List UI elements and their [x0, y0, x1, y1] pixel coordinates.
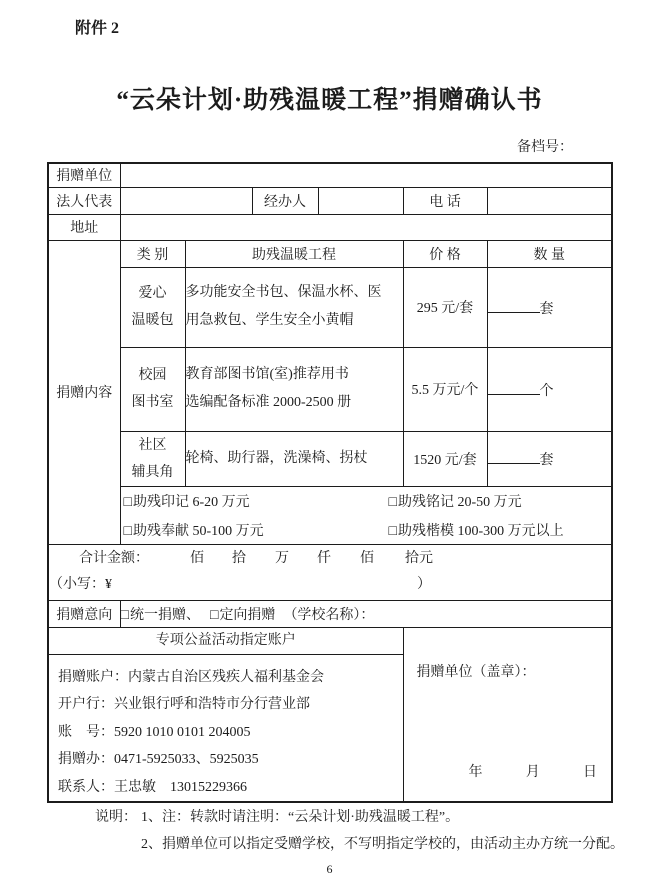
item-quantity — [487, 431, 612, 486]
intent-option-directed: 定向捐赠 — [219, 607, 276, 623]
account-lines — [49, 655, 403, 802]
column-category: 类 别 — [120, 240, 185, 267]
quantity-unit: 套 — [539, 453, 554, 468]
page-title: “云朵计划·助残温暖工程”捐赠确认书 — [116, 87, 543, 114]
item-category: 爱心 温暖包 — [120, 267, 185, 347]
table-row — [48, 347, 612, 431]
item-description: 轮椅、助行器，洗澡椅、拐杖 — [185, 431, 403, 486]
item-description: 多功能安全书包、保温水杯、医 用急救包、学生安全小黄帽 — [185, 267, 403, 347]
table-row — [48, 187, 612, 214]
item-description: 教育部图书馆(室)推荐用书 选编配备标准 2000-2500 册 — [185, 347, 403, 431]
phone-label: 电 话 — [403, 187, 487, 214]
quantity-blank[interactable] — [488, 379, 540, 395]
date-month-label: 月 — [525, 765, 540, 781]
account-line: 联系人：王忠敏 13015229366 — [58, 779, 247, 795]
seal-block — [403, 627, 612, 802]
donor-unit-label: 捐赠单位 — [48, 163, 120, 187]
intent-label: 捐赠意向 — [48, 600, 120, 627]
item-price: 295 元/套 — [403, 267, 487, 347]
date-year-label: 年 — [468, 765, 483, 781]
checkbox-icon[interactable]: □ — [388, 523, 397, 539]
checkbox-icon[interactable]: □ — [388, 494, 397, 510]
quantity-unit: 个 — [539, 383, 554, 399]
account-line: 开户行：兴业银行呼和浩特市分行营业部 — [58, 697, 310, 712]
content-label: 捐赠内容 — [48, 240, 120, 544]
notes-label: 说明： — [95, 810, 137, 825]
address-label: 地址 — [48, 214, 120, 240]
tier-option: □助残奉献 50-100 万元 — [123, 523, 264, 539]
legal-rep-label: 法人代表 — [48, 187, 120, 214]
column-price: 价 格 — [403, 240, 487, 267]
table-row — [48, 486, 612, 544]
total-amount-lower — [49, 572, 431, 598]
checkbox-icon[interactable]: □ — [123, 523, 132, 539]
donor-unit-field[interactable] — [120, 163, 612, 187]
quantity-unit: 套 — [539, 301, 554, 317]
seal-label: 捐赠单位（盖章）： — [416, 665, 536, 681]
total-close-paren: ） — [417, 577, 431, 592]
agent-field[interactable] — [318, 187, 403, 214]
quantity-blank[interactable] — [488, 448, 540, 464]
checkbox-icon[interactable]: □ — [209, 607, 219, 623]
agent-label: 经办人 — [252, 187, 318, 214]
notes-line-1: 1、注：转款时请注明：“云朵计划·助残温暖工程”。 — [141, 810, 460, 825]
intent-school-suffix: （学校名称）： — [283, 607, 375, 623]
item-quantity — [487, 267, 612, 347]
account-line: 捐赠账户：内蒙古自治区残疾人福利基金会 — [58, 669, 324, 685]
item-category: 社区 辅具角 — [120, 431, 185, 486]
page-number: 6 — [326, 862, 333, 876]
tier-option: □助残铭记 20-50 万元 — [388, 494, 522, 510]
account-header: 专项公益活动指定账户 — [49, 628, 403, 655]
legal-rep-field[interactable] — [120, 187, 252, 214]
archive-number-label: 备档号： — [517, 140, 573, 155]
item-quantity — [487, 347, 612, 431]
total-amount-cell — [48, 544, 612, 600]
intent-options-cell — [120, 600, 612, 627]
table-row — [48, 431, 612, 486]
table-row — [48, 240, 612, 267]
date-line — [417, 761, 598, 781]
table-row — [48, 627, 612, 802]
column-quantity: 数 量 — [487, 240, 612, 267]
address-field[interactable] — [120, 214, 612, 240]
attachment-label: 附件 2 — [75, 20, 120, 37]
notes-section — [95, 804, 624, 858]
item-price: 5.5 万元/个 — [403, 347, 487, 431]
table-row — [48, 544, 612, 600]
phone-field[interactable] — [487, 187, 612, 214]
quantity-blank[interactable] — [488, 297, 540, 313]
table-row — [48, 267, 612, 347]
account-line: 账 号：5920 1010 0101 204005 — [58, 724, 251, 740]
tier-option: □助残楷模 100-300 万元以上 — [388, 523, 564, 539]
table-row — [48, 163, 612, 187]
item-category: 校园 图书室 — [120, 347, 185, 431]
tier-options-cell — [120, 486, 612, 544]
total-lower-label: （小写：¥ — [49, 577, 112, 592]
table-row — [48, 214, 612, 240]
item-price: 1520 元/套 — [403, 431, 487, 486]
donation-form-table — [47, 162, 613, 803]
date-day-label: 日 — [583, 765, 597, 781]
total-label: 合计金额： — [79, 551, 149, 566]
column-project: 助残温暖工程 — [185, 240, 403, 267]
total-amount-upper: 合计金额： 佰 拾 万 仟 佰 拾元 — [49, 546, 611, 572]
account-line: 捐赠办：0471-5925033、5925035 — [58, 752, 259, 767]
account-block — [48, 627, 403, 802]
intent-option-unified: 统一捐赠、 — [129, 607, 200, 623]
table-row — [48, 600, 612, 627]
notes-line-2: 2、捐赠单位可以指定受赠学校，不写明指定学校的，由活动主办方统一分配。 — [141, 837, 624, 852]
tier-option: □助残印记 6-20 万元 — [123, 494, 250, 510]
checkbox-icon[interactable]: □ — [123, 494, 132, 510]
checkbox-icon[interactable]: □ — [120, 607, 129, 623]
